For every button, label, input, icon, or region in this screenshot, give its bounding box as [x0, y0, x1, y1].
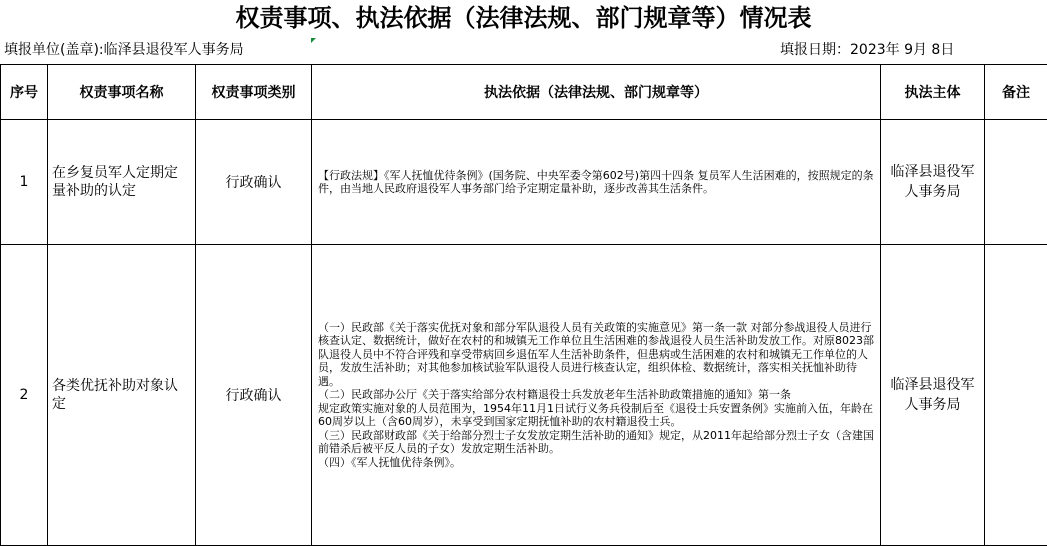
cell-no: 1 — [1, 120, 48, 245]
cell-agency: 临泽县退役军人事务局 — [881, 245, 985, 546]
cell-remark — [985, 245, 1047, 546]
header-name: 权责事项名称 — [48, 65, 196, 120]
basis-paragraph: 【行政法规】《军人抚恤优待条例》(国务院、中央军委令第602号)第四十四条 复员军人生活困难的，按照规定的条件，由当地人民政府退役军人事务部门给予定期定量补助，逐步改善其生活条件。 — [318, 169, 874, 196]
page-title: 权责事项、执法依据（法律法规、部门规章等）情况表 — [0, 0, 1047, 36]
cell-name: 各类优抚补助对象认定 — [48, 245, 196, 546]
cell-basis — [312, 120, 881, 245]
header-row — [1, 65, 1047, 120]
cell-agency: 临泽县退役军人事务局 — [881, 120, 985, 245]
header-remark: 备注 — [985, 65, 1047, 120]
cell-name: 在乡复员军人定期定量补助的认定 — [48, 120, 196, 245]
basis-paragraph: （二）民政部办公厅《关于落实给部分农村籍退役士兵发放老年生活补助政策措施的通知》第一条 规定政策实施对象的人员范围为，1954年11月1日试行义务兵役制后至《退役士兵安置条例》实施前入伍，年龄在60周岁以上（含60周岁），未享受到国家定期抚恤补助的农村籍退役士兵。 — [318, 388, 874, 429]
reporting-date: 填报日期：2023年 9月 8日 — [780, 36, 954, 64]
basis-paragraph: （一）民政部《关于落实优抚对象和部分军队退役人员有关政策的实施意见》第一条一款 对部分参战退役人员进行核查认定、数据统计，做好在农村的和城镇无工作单位且生活困难的参战退役人员生活补助发放工作。对原8023部队退役人员中不符合评残和享受带病回乡退伍军人生活补助条件，但患病或生活困难的农村和城镇无工作单位的人员，发放生活补助；对其他参加核试验军队退役人员进行核查认定，组织体检、数据统计，落实相关抚恤补助待遇。 — [318, 321, 874, 389]
header-no: 序号 — [1, 65, 48, 120]
reporting-unit: 填报单位(盖章):临泽县退役军人事务局 — [4, 36, 244, 64]
cell-category: 行政确认 — [196, 245, 312, 546]
table-row — [1, 245, 1047, 546]
basis-paragraph: （三）民政部财政部《关于给部分烈士子女发放定期生活补助的通知》规定，从2011年起给部分烈士子女（含建国前错杀后被平反人员的子女）发放定期生活补助。 — [318, 429, 874, 456]
cell-comment-marker — [311, 38, 316, 43]
cell-no: 2 — [1, 245, 48, 546]
table-row — [1, 120, 1047, 245]
cell-basis — [312, 245, 881, 546]
cell-remark — [985, 120, 1047, 245]
header-agency: 执法主体 — [881, 65, 985, 120]
responsibility-table — [0, 64, 1047, 546]
header-category: 权责事项类别 — [196, 65, 312, 120]
cell-category: 行政确认 — [196, 120, 312, 245]
header-basis: 执法依据（法律法规、部门规章等） — [312, 65, 881, 120]
basis-paragraph: （四）《军人抚恤优待条例》。 — [318, 456, 874, 470]
